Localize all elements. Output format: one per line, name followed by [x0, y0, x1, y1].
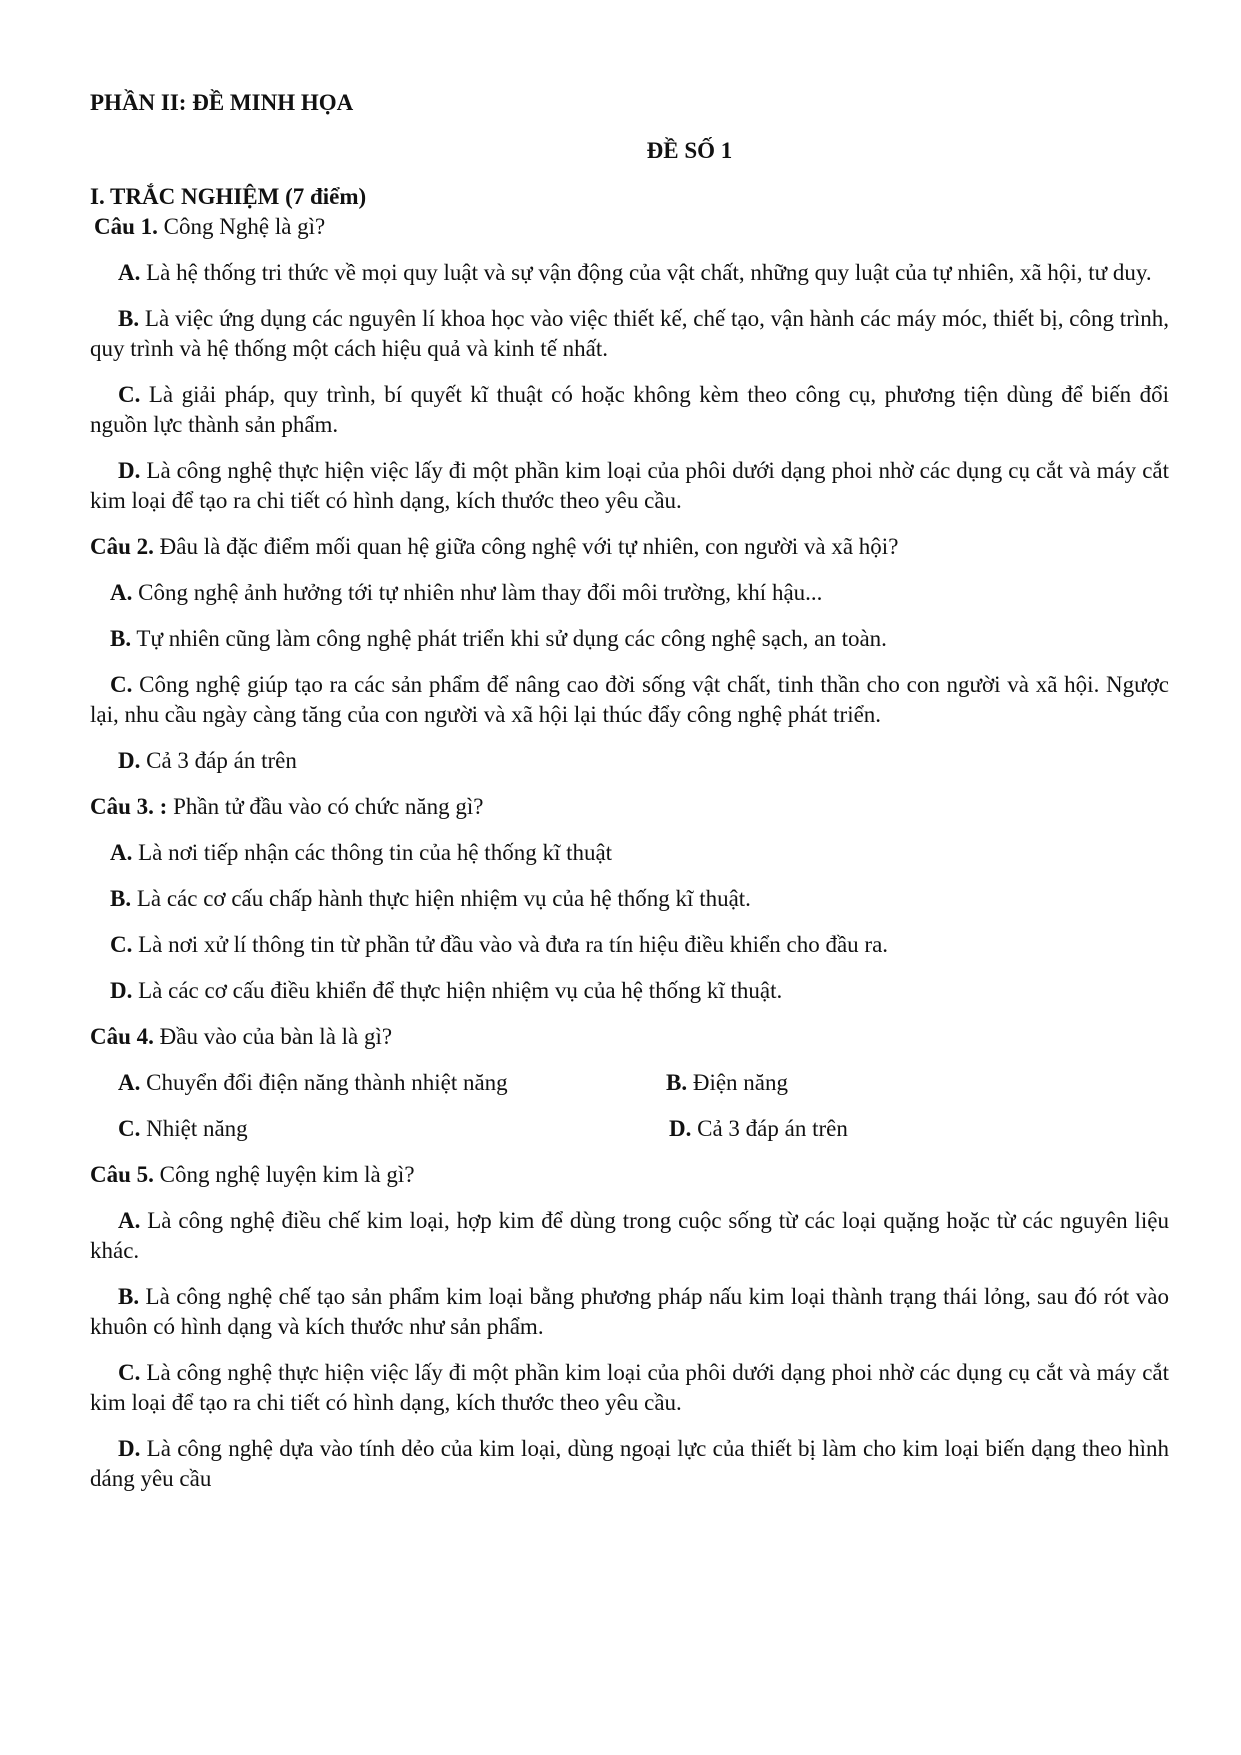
option-c [90, 1358, 1169, 1418]
option-label: B. [110, 626, 132, 651]
option-label: B. [118, 306, 140, 331]
option-label: A. [118, 1070, 141, 1095]
option-b [90, 884, 1169, 914]
option-text: Là công nghệ dựa vào tính dẻo của kim loại, dùng ngoại lực của thiết bị làm cho kim loại biến dạng theo hình dáng yêu cầu [90, 1436, 1169, 1491]
question-label: Câu 5. [90, 1162, 154, 1187]
question-text: Đâu là đặc điểm mối quan hệ giữa công nghệ với tự nhiên, con người và xã hội? [153, 534, 899, 559]
question-label: Câu 4. [90, 1024, 154, 1049]
option-text: Là nơi tiếp nhận các thông tin của hệ thống kĩ thuật [132, 840, 613, 865]
option-c [90, 930, 1169, 960]
question-5 [90, 1160, 1169, 1494]
option-text: Là các cơ cấu điều khiển để thực hiện nhiệm vụ của hệ thống kĩ thuật. [132, 978, 783, 1003]
option-label: C. [118, 1360, 141, 1385]
option-c [90, 1114, 666, 1144]
option-label: C. [110, 932, 133, 957]
option-text: Cả 3 đáp án trên [691, 1116, 848, 1141]
option-b [666, 1068, 1169, 1098]
option-text: Công nghệ giúp tạo ra các sản phẩm để nâng cao đời sống vật chất, tinh thần cho con người và xã hội. Ngược lại, nhu cầu ngày càng tăng của con người và xã hội lại thúc đẩy công nghệ phát triển. [90, 672, 1169, 727]
question-label: Câu 1. [94, 214, 158, 239]
option-d [666, 1114, 1169, 1144]
question-stem [90, 212, 1169, 242]
option-label: D. [669, 1116, 692, 1141]
question-text: Công Nghệ là gì? [157, 214, 326, 239]
question-stem [90, 1022, 1169, 1052]
question-1 [90, 212, 1169, 516]
option-text: Chuyển đổi điện năng thành nhiệt năng [140, 1070, 508, 1095]
option-d [90, 1434, 1169, 1494]
option-label: D. [110, 978, 133, 1003]
question-4 [90, 1022, 1169, 1160]
option-a [90, 838, 1169, 868]
option-text: Là công nghệ chế tạo sản phẩm kim loại bằng phương pháp nấu kim loại thành trạng thái lỏng, sau đó rót vào khuôn có hình dạng và kích thước như sản phẩm. [90, 1284, 1169, 1339]
option-text: Tự nhiên cũng làm công nghệ phát triển khi sử dụng các công nghệ sạch, an toàn. [131, 626, 887, 651]
option-label: A. [118, 260, 141, 285]
option-c [90, 380, 1169, 440]
option-d [90, 746, 1169, 776]
options-grid [90, 1068, 1169, 1160]
option-label: A. [110, 580, 133, 605]
option-d [90, 976, 1169, 1006]
question-text: Công nghệ luyện kim là gì? [153, 1162, 415, 1187]
question-label: Câu 3. : [90, 794, 168, 819]
exam-title: ĐỀ SỐ 1 [646, 138, 733, 163]
option-text: Điện năng [687, 1070, 789, 1095]
option-d [90, 456, 1169, 516]
option-c [90, 670, 1169, 730]
option-b [90, 304, 1169, 364]
option-text: Là nơi xử lí thông tin từ phần tử đầu vào và đưa ra tín hiệu điều khiển cho đầu ra. [132, 932, 889, 957]
option-a [90, 258, 1169, 288]
option-b [90, 1282, 1169, 1342]
option-label: B. [110, 886, 132, 911]
option-a [90, 578, 1169, 608]
option-label: A. [118, 1208, 141, 1233]
option-label: C. [110, 672, 133, 697]
option-text: Là công nghệ thực hiện việc lấy đi một phần kim loại của phôi dưới dạng phoi nhờ các dụng cụ cắt và máy cắt kim loại để tạo ra chi tiết có hình dạng, kích thước theo yêu cầu. [90, 458, 1169, 513]
option-text: Cả 3 đáp án trên [140, 748, 297, 773]
option-text: Công nghệ ảnh hưởng tới tự nhiên như làm thay đổi môi trường, khí hậu... [132, 580, 823, 605]
option-a [90, 1068, 666, 1098]
option-text: Là việc ứng dụng các nguyên lí khoa học vào việc thiết kế, chế tạo, vận hành các máy móc, thiết bị, công trình, quy trình và hệ thống một cách hiệu quả và kinh tế nhất. [90, 306, 1169, 361]
question-3 [90, 792, 1169, 1006]
question-stem [90, 1160, 1169, 1190]
option-label: B. [666, 1070, 688, 1095]
option-label: D. [118, 458, 141, 483]
option-label: C. [118, 382, 141, 407]
option-label: A. [110, 840, 133, 865]
option-text: Là công nghệ thực hiện việc lấy đi một phần kim loại của phôi dưới dạng phoi nhờ các dụng cụ cắt và máy cắt kim loại để tạo ra chi tiết có hình dạng, kích thước theo yêu cầu. [90, 1360, 1169, 1415]
question-label: Câu 2. [90, 534, 154, 559]
option-label: C. [118, 1116, 141, 1141]
question-stem [90, 532, 1169, 562]
question-text: Phần tử đầu vào có chức năng gì? [167, 794, 484, 819]
option-text: Là công nghệ điều chế kim loại, hợp kim để dùng trong cuộc sống từ các loại quặng hoặc từ các nguyên liệu khác. [90, 1208, 1169, 1263]
option-label: D. [118, 1436, 141, 1461]
option-label: D. [118, 748, 141, 773]
part-title: PHẦN II: ĐỀ MINH HỌA [90, 90, 354, 115]
question-2 [90, 532, 1169, 776]
option-b [90, 624, 1169, 654]
option-a [90, 1206, 1169, 1266]
option-text: Là hệ thống tri thức về mọi quy luật và sự vận động của vật chất, những quy luật của tự nhiên, xã hội, tư duy. [140, 260, 1152, 285]
option-text: Là các cơ cấu chấp hành thực hiện nhiệm vụ của hệ thống kĩ thuật. [131, 886, 751, 911]
option-label: B. [118, 1284, 140, 1309]
option-text: Là giải pháp, quy trình, bí quyết kĩ thuật có hoặc không kèm theo công cụ, phương tiện dùng để biến đổi nguồn lực thành sản phẩm. [90, 382, 1169, 437]
question-text: Đầu vào của bàn là là gì? [153, 1024, 393, 1049]
question-stem [90, 792, 1169, 822]
section-title: I. TRẮC NGHIỆM (7 điểm) [90, 184, 367, 209]
option-text: Nhiệt năng [140, 1116, 248, 1141]
